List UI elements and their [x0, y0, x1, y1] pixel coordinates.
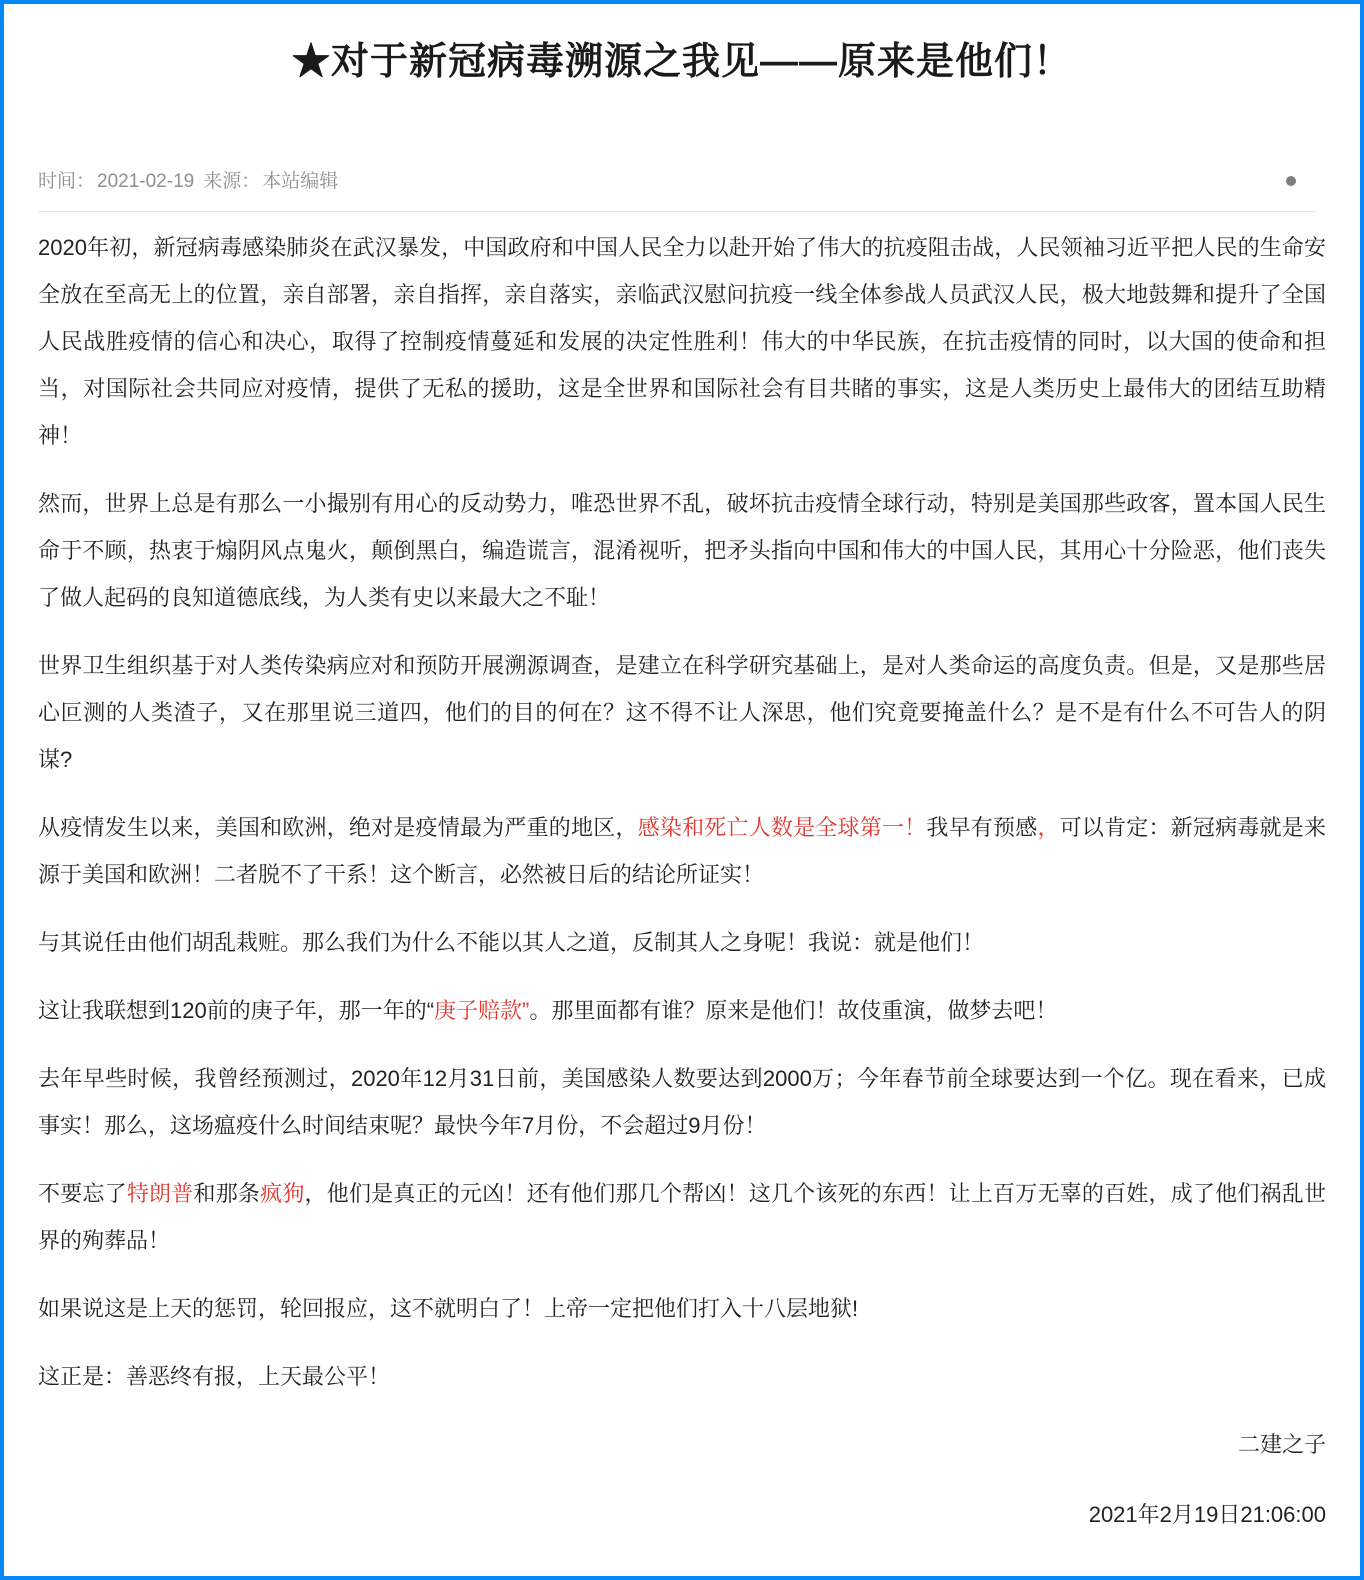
meta-time-label: 时间：: [38, 170, 96, 192]
page-title: ★对于新冠病毒溯源之我见——原来是他们！: [291, 41, 1072, 83]
paragraph-text: 然而，世界上总是有那么一小撮别有用心的反动势力，唯恐世界不乱，破坏抗击疫情全球行动，特别是美国那些政客，置本国人民生命于不顾，热衷于煽阴风点鬼火，颠倒黑白，编造谎言，混淆视听，把矛头指向中国和伟大的中国人民，其用心十分险恶，他们丧失了做人起码的良知道德底线，为人类有史以来最大之不耻！: [38, 490, 1326, 610]
article-paragraph: [38, 1170, 1326, 1264]
paragraph-text: 世界卫生组织基于对人类传染病应对和预防开展溯源调查，是建立在科学研究基础上，是对人类命运的高度负责。但是，又是那些居心叵测的人类渣子，又在那里说三道四，他们的目的何在？这不得不让人深思，他们究竟要掩盖什么？是不是有什么不可告人的阴谋?: [38, 652, 1326, 772]
paragraph-text: ，他们是真正的元凶！还有他们那几个帮凶！这几个该死的东西！让上百万无辜的百姓，成了他们祸乱世界的殉葬品！: [38, 1180, 1326, 1253]
meta-time-value: 2021-02-19: [97, 170, 195, 192]
paragraph-text: 。那里面都有谁？原来是他们！故伎重演，做梦去吧！: [529, 997, 1058, 1023]
paragraph-text: 不要忘了: [38, 1180, 127, 1206]
article-body: [38, 224, 1326, 1400]
paragraph-text: 与其说任由他们胡乱栽赃。那么我们为什么不能以其人之道，反制其人之身呢！我说：就是他们！: [38, 929, 985, 955]
article-meta: [38, 168, 340, 195]
paragraph-text: 和那条: [193, 1180, 261, 1206]
article-paragraph: [38, 642, 1326, 783]
highlight-red-text: 疯狗: [260, 1180, 305, 1206]
meta-source-value: 本站编辑: [262, 170, 339, 192]
article-paragraph: [38, 804, 1326, 898]
article-meta-row: [38, 168, 1326, 195]
article-paragraph: [38, 919, 1326, 966]
highlight-red-text: 特朗普: [126, 1180, 194, 1206]
article-paragraph: [38, 987, 1326, 1034]
paragraph-text: 从疫情发生以来，美国和欧洲，绝对是疫情最为严重的地区，: [38, 814, 638, 840]
highlight-red-text: 庚子赔款”: [434, 997, 530, 1023]
paragraph-text: 去年早些时候，我曾经预测过，2020年12月31日前，美国感染人数要达到2000万；今年春节前全球要达到一个亿。现在看来，已成事实！那么，这场瘟疫什么时间结束呢？最快今年7月份，不会超过9月份！: [38, 1065, 1326, 1138]
divider: [38, 211, 1317, 212]
article-paragraph: [38, 224, 1326, 459]
gray-dot-icon: [1286, 176, 1296, 186]
paragraph-text: 可以肯定：新冠病毒就是来源于美国和欧洲！二者脱不了干系！这个断言，必然被日后的结论所证实！: [38, 814, 1326, 887]
highlight-red-text: ，: [1037, 814, 1060, 840]
article-signature: 二建之子: [1237, 1431, 1326, 1457]
paragraph-text: 我早有预感: [926, 814, 1038, 840]
article-paragraph: [38, 1285, 1326, 1332]
meta-source-label: 来源：: [203, 170, 261, 192]
article-paragraph: [38, 1055, 1326, 1149]
paragraph-text: 如果说这是上天的惩罚，轮回报应，这不就明白了！上帝一定把他们打入十八层地狱!: [38, 1295, 859, 1321]
highlight-red-text: 感染和死亡人数是全球第一！: [637, 814, 927, 840]
paragraph-text: 这正是：善恶终有报，上天最公平！: [38, 1363, 391, 1389]
article-publish-time: 2021年2月19日21:06:00: [1088, 1501, 1326, 1527]
paragraph-text: 这让我联想到120前的庚子年，那一年的“: [38, 997, 435, 1023]
paragraph-text: 2020年初，新冠病毒感染肺炎在武汉暴发，中国政府和中国人民全力以赴开始了伟大的抗疫阻击战，人民领袖习近平把人民的生命安全放在至高无上的位置，亲自部署，亲自指挥，亲自落实，亲临武汉慰问抗疫一线全体参战人员武汉人民，极大地鼓舞和提升了全国人民战胜疫情的信心和决心，取得了控制疫情蔓延和发展的决定性胜利！伟大的中华民族，在抗击疫情的同时，以大国的使命和担当，对国际社会共同应对疫情，提供了无私的援助，这是全世界和国际社会有目共睹的事实，这是人类历史上最伟大的团结互助精神！: [38, 234, 1326, 448]
article-paragraph: [38, 1353, 1326, 1400]
article-paragraph: [38, 480, 1326, 621]
